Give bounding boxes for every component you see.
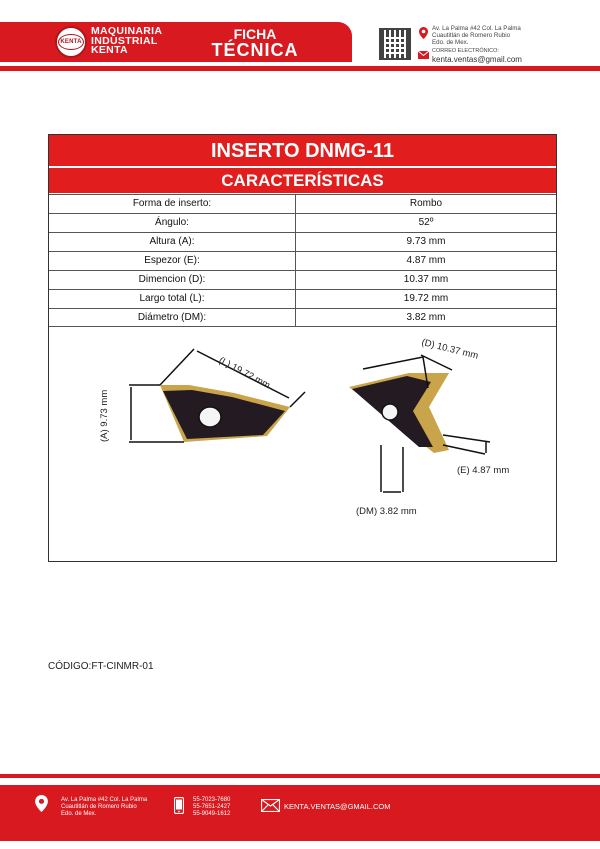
label-DM: (DM) 3.82 mm: [356, 506, 417, 517]
footer-mail-icon: [261, 799, 280, 812]
footer-location-icon: [35, 795, 48, 812]
footer-phone-1: 55-7023-7680: [193, 797, 231, 803]
footer-address: [61, 797, 147, 818]
footer-address-line-2: Cuautitlán de Romero Rubio: [61, 804, 137, 810]
spec-value: 10.37 mm: [403, 274, 449, 285]
brand-line-3: KENTA: [91, 44, 128, 56]
footer-address-line-1: Av. La Palma #42 Col. La Palma: [61, 797, 148, 803]
brand-line-1: MAQUINARIA: [91, 25, 163, 37]
label-L: (L) 19.72 mm: [216, 355, 272, 392]
spec-label: Altura (A):: [49, 233, 296, 251]
document-type-line-1: FICHA: [233, 26, 277, 42]
spec-label: Forma de inserto:: [49, 195, 296, 213]
spec-label: Dimencion (D):: [49, 271, 296, 289]
footer-email: KENTA.VENTAS@GMAIL.COM: [284, 802, 391, 811]
header-address-line-1: Av. La Palma #42 Col. La Palma: [432, 25, 521, 32]
brand-name: [91, 27, 162, 56]
header-address-line-3: Edo. de Mex.: [432, 39, 469, 46]
logo-text: KENTA: [58, 34, 84, 50]
qr-code: [379, 28, 411, 60]
document-type: [200, 26, 310, 58]
spec-sheet: [48, 134, 557, 562]
left-insert: [160, 385, 290, 442]
spec-label: Ángulo:: [49, 214, 296, 232]
spec-value: 52º: [418, 217, 434, 228]
document-code: CÓDIGO:FT-CINMR-01: [48, 661, 154, 672]
footer-divider: [0, 774, 600, 778]
right-insert: [349, 373, 449, 453]
spec-value: 9.73 mm: [406, 236, 446, 247]
spec-value: 3.82 mm: [406, 312, 446, 323]
label-E: (E) 4.87 mm: [457, 465, 510, 476]
header-address-line-2: Cuautitlán de Romero Rubio: [432, 32, 511, 39]
email-label: CORREO ELECTRÓNICO:: [432, 48, 499, 54]
spec-label: Espezor (E):: [49, 252, 296, 270]
spec-value: 19.72 mm: [403, 293, 449, 304]
header-divider: [0, 66, 600, 71]
section-title: CARACTERÍSTICAS: [49, 168, 556, 193]
header-email: kenta.ventas@gmail.com: [432, 55, 522, 64]
label-D: (D) 10.37 mm: [420, 337, 480, 362]
footer-address-line-3: Edo. de Mex.: [61, 811, 97, 817]
footer-phones: [193, 797, 230, 818]
footer-phone-2: 55-7651-2427: [193, 804, 231, 810]
footer-phone-3: 55-9049-1612: [193, 811, 231, 817]
spec-value: Rombo: [409, 198, 443, 209]
mail-icon: [418, 51, 429, 59]
phone-icon: [174, 797, 184, 814]
kenta-logo: [55, 26, 87, 58]
spec-label: Largo total (L):: [49, 290, 296, 308]
spec-value: 4.87 mm: [406, 255, 446, 266]
label-A: (A) 9.73 mm: [99, 389, 110, 442]
header-address: [432, 25, 521, 46]
insert-dimension-diagram: [49, 135, 556, 561]
location-pin-icon: [419, 27, 428, 39]
document-type-line-2: TÉCNICA: [211, 40, 299, 60]
brand-line-2: INDUSTRIAL: [91, 34, 158, 47]
spec-label: Diámetro (DM):: [49, 309, 296, 327]
product-title: INSERTO DNMG-11: [49, 135, 556, 167]
